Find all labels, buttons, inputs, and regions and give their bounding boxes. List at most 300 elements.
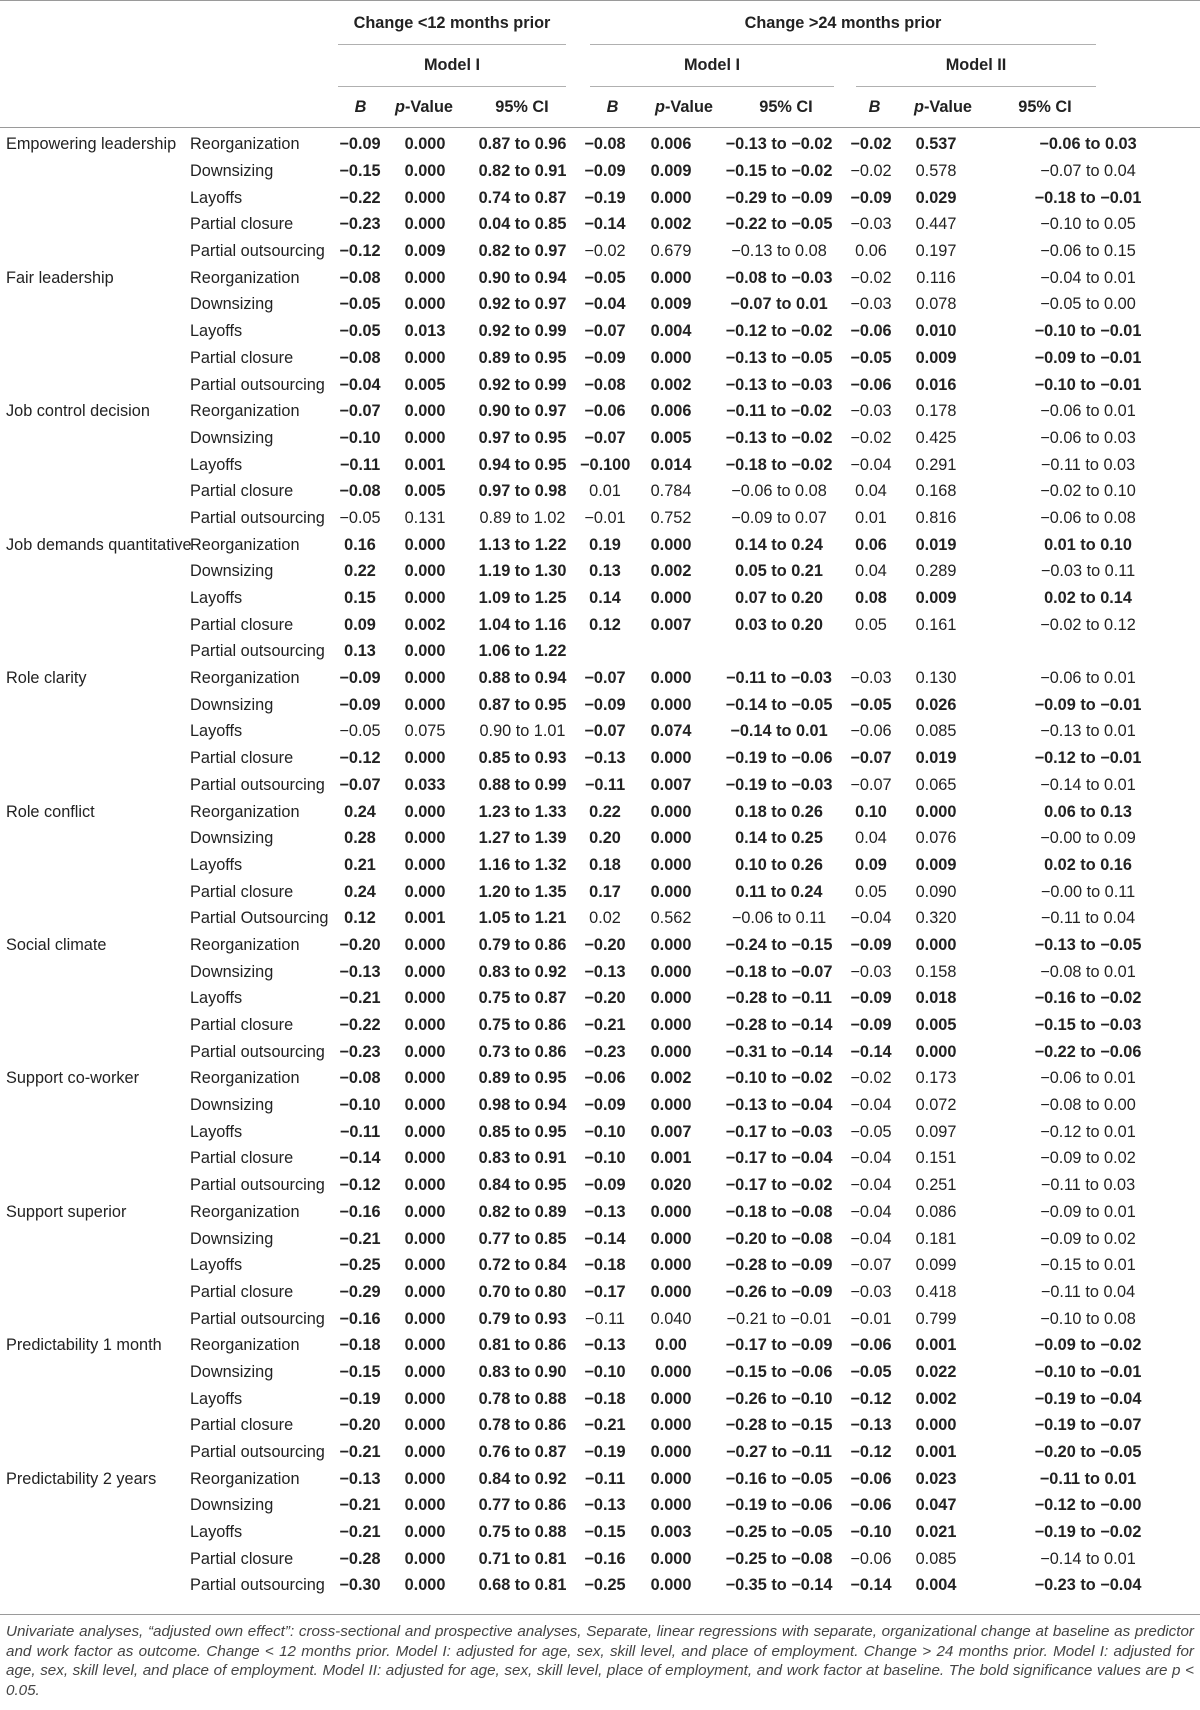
- b-m2-cell: −0.06: [850, 1336, 892, 1355]
- b-lt12-cell: −0.10: [339, 428, 381, 447]
- p-m2-cell: 0.537: [915, 135, 957, 154]
- table-row: [0, 1545, 1200, 1572]
- b-lt12-cell: −0.21: [339, 1496, 381, 1515]
- p-lt12-cell: 0.000: [404, 1549, 446, 1568]
- p-lt12-cell: 0.013: [404, 322, 446, 341]
- table-row: [0, 825, 1200, 852]
- b-m1-cell: −0.18: [584, 1256, 626, 1275]
- b-m1-cell: −0.100: [580, 455, 631, 474]
- ci-m2-cell: 0.02 to 0.14: [1044, 589, 1132, 608]
- ci-lt12-cell: 0.85 to 0.95: [478, 1122, 567, 1141]
- ci-m2-cell: −0.19 to −0.02: [1034, 1523, 1142, 1542]
- table-footnote: Univariate analyses, “adjusted own effect”: cross-sectional and prospective analyses, Separate, linear regressions with separate, organizational change at baseline as predictor and work factor as outcome. Change < 12 months prior. Model I: adjusted for age, sex, skill level, and place of employment. Change > 24 months prior. Model I: adjusted for age, sex, skill level, and place of employment. Model II: adjusted for age, sex, skill level, place of employment, and work factor at baseline. The bold significance values are p < 0.05.: [6, 1623, 1194, 1699]
- p-m1-cell: 0.020: [650, 1176, 692, 1195]
- col-header-pvalue: p-Value: [914, 98, 972, 116]
- p-m1-cell: [630, 638, 712, 665]
- p-m1-cell: 0.000: [650, 1416, 692, 1435]
- p-lt12-cell: 0.005: [404, 375, 446, 394]
- b-lt12-cell: −0.15: [339, 1362, 381, 1381]
- col-header-b: B: [354, 98, 367, 116]
- ci-m1-cell: −0.27 to −0.11: [726, 1443, 832, 1462]
- ci-lt12-cell: 0.90 to 0.94: [478, 268, 567, 287]
- ci-m1-cell: −0.18 to −0.02: [725, 455, 833, 474]
- table-row: [0, 958, 1200, 985]
- b-m1-cell: 0.19: [589, 535, 621, 554]
- table-row: [0, 291, 1200, 318]
- ci-m1-cell: −0.11 to −0.02: [726, 402, 832, 421]
- p-m2-cell: 0.000: [915, 935, 957, 954]
- b-lt12-cell: −0.12: [339, 242, 381, 261]
- p-lt12-cell: 0.000: [404, 962, 446, 981]
- group-header-lt12: Change <12 months prior: [353, 14, 551, 32]
- group-underline-gt24: [590, 44, 1096, 45]
- ci-m2-cell: −0.09 to 0.02: [1040, 1149, 1136, 1168]
- p-m1-cell: 0.000: [650, 935, 692, 954]
- ci-m2-cell: −0.09 to −0.01: [1034, 695, 1142, 714]
- change-type-cell: Downsizing: [190, 1229, 274, 1248]
- b-m2-cell: 0.06: [855, 242, 887, 261]
- ci-lt12-cell: 0.84 to 0.92: [478, 1469, 567, 1488]
- table-row: [0, 158, 1200, 185]
- b-m1-cell: −0.20: [584, 935, 626, 954]
- factor-cell: Role clarity: [6, 669, 87, 688]
- b-lt12-cell: −0.05: [339, 322, 381, 341]
- factor-cell: [0, 211, 187, 238]
- p-m2-cell: 0.022: [915, 1362, 957, 1381]
- b-lt12-cell: −0.21: [339, 989, 381, 1008]
- factor-cell: [0, 505, 187, 532]
- factor-cell: [0, 1545, 187, 1572]
- ci-m2-cell: −0.19 to −0.07: [1034, 1416, 1142, 1435]
- factor-cell: [0, 425, 187, 452]
- p-m1-cell: 0.752: [650, 508, 692, 527]
- factor-cell: [0, 558, 187, 585]
- ci-m2-cell: −0.11 to 0.04: [1040, 1282, 1136, 1301]
- p-lt12-cell: 0.000: [404, 1069, 446, 1088]
- table-row: [0, 425, 1200, 452]
- p-m1-cell: 0.000: [650, 695, 692, 714]
- p-m1-cell: 0.002: [650, 1069, 692, 1088]
- change-type-cell: Downsizing: [190, 1362, 274, 1381]
- ci-lt12-cell: 0.84 to 0.95: [478, 1176, 567, 1195]
- change-type-cell: Reorganization: [190, 535, 300, 554]
- ci-m2-cell: −0.03 to 0.11: [1040, 562, 1136, 581]
- b-m1-cell: −0.09: [584, 695, 626, 714]
- b-m2-cell: −0.07: [850, 749, 892, 768]
- b-m1-cell: −0.21: [584, 1016, 626, 1035]
- table-row: [0, 932, 1200, 959]
- b-m1-cell: −0.16: [584, 1549, 626, 1568]
- ci-lt12-cell: 0.82 to 0.97: [478, 242, 567, 261]
- ci-lt12-cell: 1.06 to 1.22: [478, 642, 567, 661]
- ci-m2-cell: −0.12 to −0.00: [1034, 1496, 1142, 1515]
- change-type-cell: Reorganization: [190, 802, 300, 821]
- change-type-cell: Partial closure: [190, 1149, 294, 1168]
- p-m1-cell: 0.00: [655, 1336, 687, 1355]
- p-m1-cell: 0.000: [650, 989, 692, 1008]
- ci-m1-cell: 0.14 to 0.24: [735, 535, 823, 554]
- table-row: [0, 1465, 1200, 1492]
- ci-m1-cell: −0.12 to −0.02: [725, 322, 833, 341]
- ci-m2-cell: −0.16 to −0.02: [1034, 989, 1142, 1008]
- ci-m2-cell: −0.15 to −0.03: [1034, 1016, 1142, 1035]
- model-header-1b: Model I: [683, 56, 741, 74]
- ci-m1-cell: −0.28 to −0.09: [725, 1256, 833, 1275]
- factor-cell: [0, 371, 187, 398]
- p-m2-cell: 0.251: [915, 1176, 957, 1195]
- change-type-cell: Partial Outsourcing: [190, 909, 329, 928]
- b-m2-cell: −0.05: [850, 348, 892, 367]
- b-m1-cell: −0.19: [584, 1443, 626, 1462]
- p-m1-cell: 0.000: [650, 1576, 692, 1595]
- factor-cell: Predictability 2 years: [6, 1469, 157, 1488]
- p-m2-cell: 0.158: [915, 962, 957, 981]
- ci-m1-cell: 0.11 to 0.24: [735, 882, 823, 901]
- change-type-cell: Partial closure: [190, 749, 294, 768]
- b-lt12-cell: −0.05: [339, 295, 381, 314]
- b-m2-cell: −0.03: [850, 215, 892, 234]
- factor-cell: Predictability 1 month: [6, 1336, 162, 1355]
- ci-m2-cell: 0.06 to 0.13: [1044, 802, 1132, 821]
- ci-m2-cell: −0.10 to 0.08: [1040, 1309, 1136, 1328]
- ci-lt12-cell: 0.98 to 0.94: [478, 1096, 567, 1115]
- b-m1-cell: −0.08: [584, 135, 626, 154]
- factor-cell: [0, 1092, 187, 1119]
- b-m1-cell: −0.17: [584, 1282, 626, 1301]
- p-m2-cell: 0.001: [915, 1443, 957, 1462]
- ci-lt12-cell: 1.16 to 1.32: [478, 855, 567, 874]
- p-lt12-cell: 0.000: [404, 829, 446, 848]
- ci-m1-cell: −0.13 to −0.02: [725, 428, 833, 447]
- p-m2-cell: 0.086: [915, 1202, 957, 1221]
- p-m1-cell: 0.014: [650, 455, 692, 474]
- p-lt12-cell: 0.000: [404, 428, 446, 447]
- b-m1-cell: −0.21: [584, 1416, 626, 1435]
- ci-lt12-cell: 1.05 to 1.21: [478, 909, 567, 928]
- p-m1-cell: 0.000: [650, 1042, 692, 1061]
- b-m1-cell: −0.06: [584, 1069, 626, 1088]
- col-header-b: B: [606, 98, 619, 116]
- factor-cell: Fair leadership: [6, 268, 114, 287]
- change-type-cell: Downsizing: [190, 295, 274, 314]
- p-m1-cell: 0.040: [650, 1309, 692, 1328]
- factor-cell: [0, 718, 187, 745]
- b-m1-cell: −0.10: [584, 1122, 626, 1141]
- b-m2-cell: −0.06: [850, 1549, 892, 1568]
- b-m1-cell: −0.11: [584, 775, 626, 794]
- b-lt12-cell: 0.15: [344, 589, 376, 608]
- ci-m1-cell: −0.06 to 0.08: [731, 482, 827, 501]
- ci-m2-cell: −0.10 to −0.01: [1034, 322, 1142, 341]
- ci-m1-cell: 0.14 to 0.25: [735, 829, 823, 848]
- change-type-cell: Downsizing: [190, 428, 274, 447]
- ci-lt12-cell: 0.92 to 0.97: [478, 295, 567, 314]
- table-row: [0, 184, 1200, 211]
- b-m2-cell: 0.05: [855, 615, 887, 634]
- p-m1-cell: 0.074: [650, 722, 692, 741]
- table-row: [0, 691, 1200, 718]
- b-lt12-cell: −0.20: [339, 1416, 381, 1435]
- ci-lt12-cell: 1.23 to 1.33: [478, 802, 567, 821]
- factor-cell: Job demands quantitative: [6, 535, 192, 554]
- factor-cell: [0, 905, 187, 932]
- factor-cell: [0, 158, 187, 185]
- ci-lt12-cell: 0.89 to 1.02: [479, 508, 566, 527]
- b-m2-cell: −0.07: [850, 775, 892, 794]
- change-type-cell: Downsizing: [190, 1496, 274, 1515]
- col-header-b: B: [868, 98, 881, 116]
- ci-m1-cell: 0.10 to 0.26: [735, 855, 823, 874]
- table-row: [0, 318, 1200, 345]
- b-m1-cell: −0.11: [584, 1469, 626, 1488]
- b-m2-cell: −0.06: [850, 722, 892, 741]
- p-lt12-cell: 0.000: [404, 749, 446, 768]
- b-m2-cell: −0.02: [850, 135, 892, 154]
- p-m1-cell: 0.000: [650, 535, 692, 554]
- change-type-cell: Layoffs: [190, 722, 243, 741]
- p-lt12-cell: 0.000: [404, 989, 446, 1008]
- p-lt12-cell: 0.033: [404, 775, 446, 794]
- ci-m2-cell: −0.06 to 0.03: [1039, 135, 1137, 154]
- b-m2-cell: −0.12: [850, 1443, 892, 1462]
- ci-m2-cell: −0.22 to −0.06: [1034, 1042, 1142, 1061]
- ci-lt12-cell: 0.83 to 0.90: [478, 1362, 567, 1381]
- b-m1-cell: −0.05: [584, 268, 626, 287]
- ci-m1-cell: −0.07 to 0.01: [730, 295, 828, 314]
- p-m2-cell: 0.418: [915, 1282, 957, 1301]
- b-m2-cell: −0.04: [850, 1229, 892, 1248]
- p-m2-cell: 0.009: [915, 855, 957, 874]
- factor-cell: [0, 638, 187, 665]
- ci-lt12-cell: 0.71 to 0.81: [478, 1549, 567, 1568]
- change-type-cell: Downsizing: [190, 162, 274, 181]
- b-lt12-cell: −0.16: [339, 1202, 381, 1221]
- b-m1-cell: −0.09: [584, 1096, 626, 1115]
- b-m1-cell: 0.02: [589, 909, 621, 928]
- group-underline-lt12: [338, 44, 566, 45]
- model-header-1: Model I: [423, 56, 481, 74]
- b-m1-cell: −0.25: [584, 1576, 626, 1595]
- ci-lt12-cell: 0.70 to 0.80: [478, 1282, 567, 1301]
- b-m1-cell: 0.14: [589, 589, 621, 608]
- p-lt12-cell: 0.000: [404, 802, 446, 821]
- p-m1-cell: 0.004: [650, 322, 692, 341]
- b-m1-cell: 0.18: [589, 855, 621, 874]
- b-m2-cell: 0.05: [855, 882, 887, 901]
- factor-cell: [0, 1225, 187, 1252]
- p-lt12-cell: 0.000: [404, 1229, 446, 1248]
- p-m2-cell: 0.005: [915, 1016, 957, 1035]
- ci-m1-cell: −0.14 to 0.01: [730, 722, 828, 741]
- p-m2-cell: 0.023: [915, 1469, 957, 1488]
- p-m1-cell: 0.000: [650, 1229, 692, 1248]
- ci-m2-cell: [976, 638, 1200, 665]
- ci-m2-cell: −0.00 to 0.11: [1040, 882, 1136, 901]
- ci-lt12-cell: 0.90 to 0.97: [478, 402, 567, 421]
- ci-m2-cell: −0.11 to 0.03: [1040, 455, 1136, 474]
- p-m1-cell: 0.000: [650, 749, 692, 768]
- ci-m1-cell: [712, 638, 846, 665]
- b-m1-cell: −0.02: [584, 242, 626, 261]
- b-lt12-cell: −0.07: [339, 402, 381, 421]
- b-m2-cell: −0.03: [850, 1282, 892, 1301]
- table-row: [0, 985, 1200, 1012]
- p-lt12-cell: 0.000: [404, 1416, 446, 1435]
- p-m2-cell: 0.065: [915, 775, 957, 794]
- change-type-cell: Downsizing: [190, 562, 274, 581]
- p-lt12-cell: 0.000: [404, 1336, 446, 1355]
- p-m2-cell: [896, 638, 976, 665]
- table-row: [0, 772, 1200, 799]
- factor-cell: Role conflict: [6, 802, 95, 821]
- ci-m2-cell: −0.20 to −0.05: [1034, 1443, 1142, 1462]
- ci-m1-cell: −0.28 to −0.15: [725, 1416, 833, 1435]
- factor-cell: [0, 184, 187, 211]
- ci-m1-cell: −0.25 to −0.08: [725, 1549, 833, 1568]
- p-lt12-cell: 0.000: [404, 1362, 446, 1381]
- change-type-cell: Reorganization: [190, 135, 300, 154]
- table-row: [0, 611, 1200, 638]
- p-lt12-cell: 0.000: [404, 162, 446, 181]
- b-m2-cell: −0.09: [850, 935, 892, 954]
- table-row: [0, 878, 1200, 905]
- p-m1-cell: 0.003: [650, 1523, 692, 1542]
- b-m2-cell: −0.03: [850, 669, 892, 688]
- b-m1-cell: −0.15: [584, 1523, 626, 1542]
- change-type-cell: Partial closure: [190, 215, 294, 234]
- change-type-cell: Partial outsourcing: [190, 1309, 325, 1328]
- b-m2-cell: −0.06: [850, 1496, 892, 1515]
- factor-cell: [0, 478, 187, 505]
- table-row: [0, 1118, 1200, 1145]
- ci-m1-cell: −0.13 to −0.04: [725, 1096, 833, 1115]
- factor-cell: [0, 1412, 187, 1439]
- table-row: [0, 1012, 1200, 1039]
- b-m2-cell: −0.05: [850, 1362, 892, 1381]
- ci-m2-cell: −0.12 to 0.01: [1040, 1122, 1136, 1141]
- ci-m2-cell: −0.09 to −0.01: [1034, 348, 1142, 367]
- ci-lt12-cell: 0.76 to 0.87: [478, 1443, 567, 1462]
- p-m2-cell: 0.578: [915, 162, 957, 181]
- p-m2-cell: 0.197: [915, 242, 957, 261]
- change-type-cell: Partial closure: [190, 1416, 294, 1435]
- ci-lt12-cell: 1.27 to 1.39: [478, 829, 567, 848]
- b-m2-cell: −0.09: [850, 989, 892, 1008]
- b-m2-cell: 0.01: [855, 508, 887, 527]
- p-lt12-cell: 0.001: [404, 909, 446, 928]
- p-lt12-cell: 0.000: [404, 935, 446, 954]
- factor-cell: [0, 451, 187, 478]
- ci-m2-cell: −0.00 to 0.09: [1040, 829, 1136, 848]
- b-m1-cell: 0.13: [589, 562, 621, 581]
- b-m2-cell: −0.02: [850, 1069, 892, 1088]
- b-m2-cell: 0.04: [855, 482, 887, 501]
- p-m2-cell: 0.010: [915, 322, 957, 341]
- change-type-cell: Partial outsourcing: [190, 1042, 325, 1061]
- b-lt12-cell: −0.10: [339, 1096, 381, 1115]
- ci-m2-cell: −0.06 to 0.15: [1040, 242, 1136, 261]
- ci-m1-cell: −0.25 to −0.05: [725, 1523, 833, 1542]
- p-m2-cell: 0.009: [915, 348, 957, 367]
- table-row: [0, 451, 1200, 478]
- ci-m1-cell: 0.05 to 0.21: [735, 562, 823, 581]
- b-m1-cell: −0.14: [584, 215, 626, 234]
- ci-lt12-cell: 0.79 to 0.93: [478, 1309, 567, 1328]
- p-m1-cell: 0.002: [650, 215, 692, 234]
- ci-m1-cell: −0.18 to −0.07: [725, 962, 833, 981]
- b-m1-cell: −0.13: [584, 1336, 626, 1355]
- b-lt12-cell: −0.16: [339, 1309, 381, 1328]
- col-header-pvalue: p-Value: [395, 98, 453, 116]
- factor-cell: [0, 1305, 187, 1332]
- p-m2-cell: 0.151: [915, 1149, 957, 1168]
- b-lt12-cell: 0.12: [344, 909, 376, 928]
- b-lt12-cell: −0.12: [339, 749, 381, 768]
- ci-m1-cell: −0.13 to −0.05: [725, 348, 833, 367]
- b-lt12-cell: 0.24: [344, 802, 376, 821]
- ci-m1-cell: 0.03 to 0.20: [735, 615, 823, 634]
- col-header-ci: 95% CI: [495, 98, 549, 116]
- factor-cell: [0, 1172, 187, 1199]
- ci-m1-cell: −0.35 to −0.14: [725, 1576, 833, 1595]
- p-lt12-cell: 0.000: [404, 1176, 446, 1195]
- b-m1-cell: −0.20: [584, 989, 626, 1008]
- ci-lt12-cell: 0.77 to 0.85: [478, 1229, 567, 1248]
- change-type-cell: Partial outsourcing: [190, 1176, 325, 1195]
- ci-m1-cell: −0.09 to 0.07: [731, 508, 827, 527]
- ci-m1-cell: 0.07 to 0.20: [735, 589, 823, 608]
- top-rule: [0, 0, 1200, 1]
- b-m2-cell: −0.03: [850, 962, 892, 981]
- p-m1-cell: 0.000: [650, 962, 692, 981]
- model-underline-1b: [590, 86, 834, 87]
- ci-m1-cell: −0.19 to −0.03: [725, 775, 833, 794]
- p-m1-cell: 0.562: [650, 909, 692, 928]
- table-row: [0, 531, 1200, 558]
- ci-lt12-cell: 0.75 to 0.88: [478, 1523, 567, 1542]
- change-type-cell: Layoffs: [190, 855, 243, 874]
- b-m2-cell: −0.04: [850, 1176, 892, 1195]
- p-m1-cell: 0.002: [650, 375, 692, 394]
- p-m1-cell: 0.007: [650, 775, 692, 794]
- b-m1-cell: −0.13: [584, 1202, 626, 1221]
- b-lt12-cell: −0.20: [339, 935, 381, 954]
- ci-lt12-cell: 0.81 to 0.86: [478, 1336, 567, 1355]
- b-m2-cell: −0.04: [850, 1096, 892, 1115]
- table-row: [0, 1092, 1200, 1119]
- factor-cell: Social climate: [6, 935, 107, 954]
- b-m1-cell: −0.10: [584, 1362, 626, 1381]
- table-row: [0, 1492, 1200, 1519]
- b-m1-cell: −0.04: [584, 295, 626, 314]
- change-type-cell: Reorganization: [190, 1069, 300, 1088]
- b-m2-cell: −0.02: [850, 268, 892, 287]
- ci-lt12-cell: 1.13 to 1.22: [478, 535, 567, 554]
- p-lt12-cell: 0.000: [404, 1256, 446, 1275]
- factor-cell: [0, 1359, 187, 1386]
- p-lt12-cell: 0.000: [404, 669, 446, 688]
- b-lt12-cell: −0.11: [339, 1122, 381, 1141]
- ci-lt12-cell: 0.68 to 0.81: [478, 1576, 567, 1595]
- b-lt12-cell: −0.08: [339, 1069, 381, 1088]
- b-lt12-cell: −0.21: [339, 1523, 381, 1542]
- factor-cell: [0, 1118, 187, 1145]
- b-m2-cell: −0.09: [850, 1016, 892, 1035]
- ci-m1-cell: −0.14 to −0.05: [725, 695, 833, 714]
- b-m2-cell: −0.07: [850, 1256, 892, 1275]
- ci-m1-cell: −0.06 to 0.11: [731, 909, 827, 928]
- change-type-cell: Layoffs: [190, 589, 243, 608]
